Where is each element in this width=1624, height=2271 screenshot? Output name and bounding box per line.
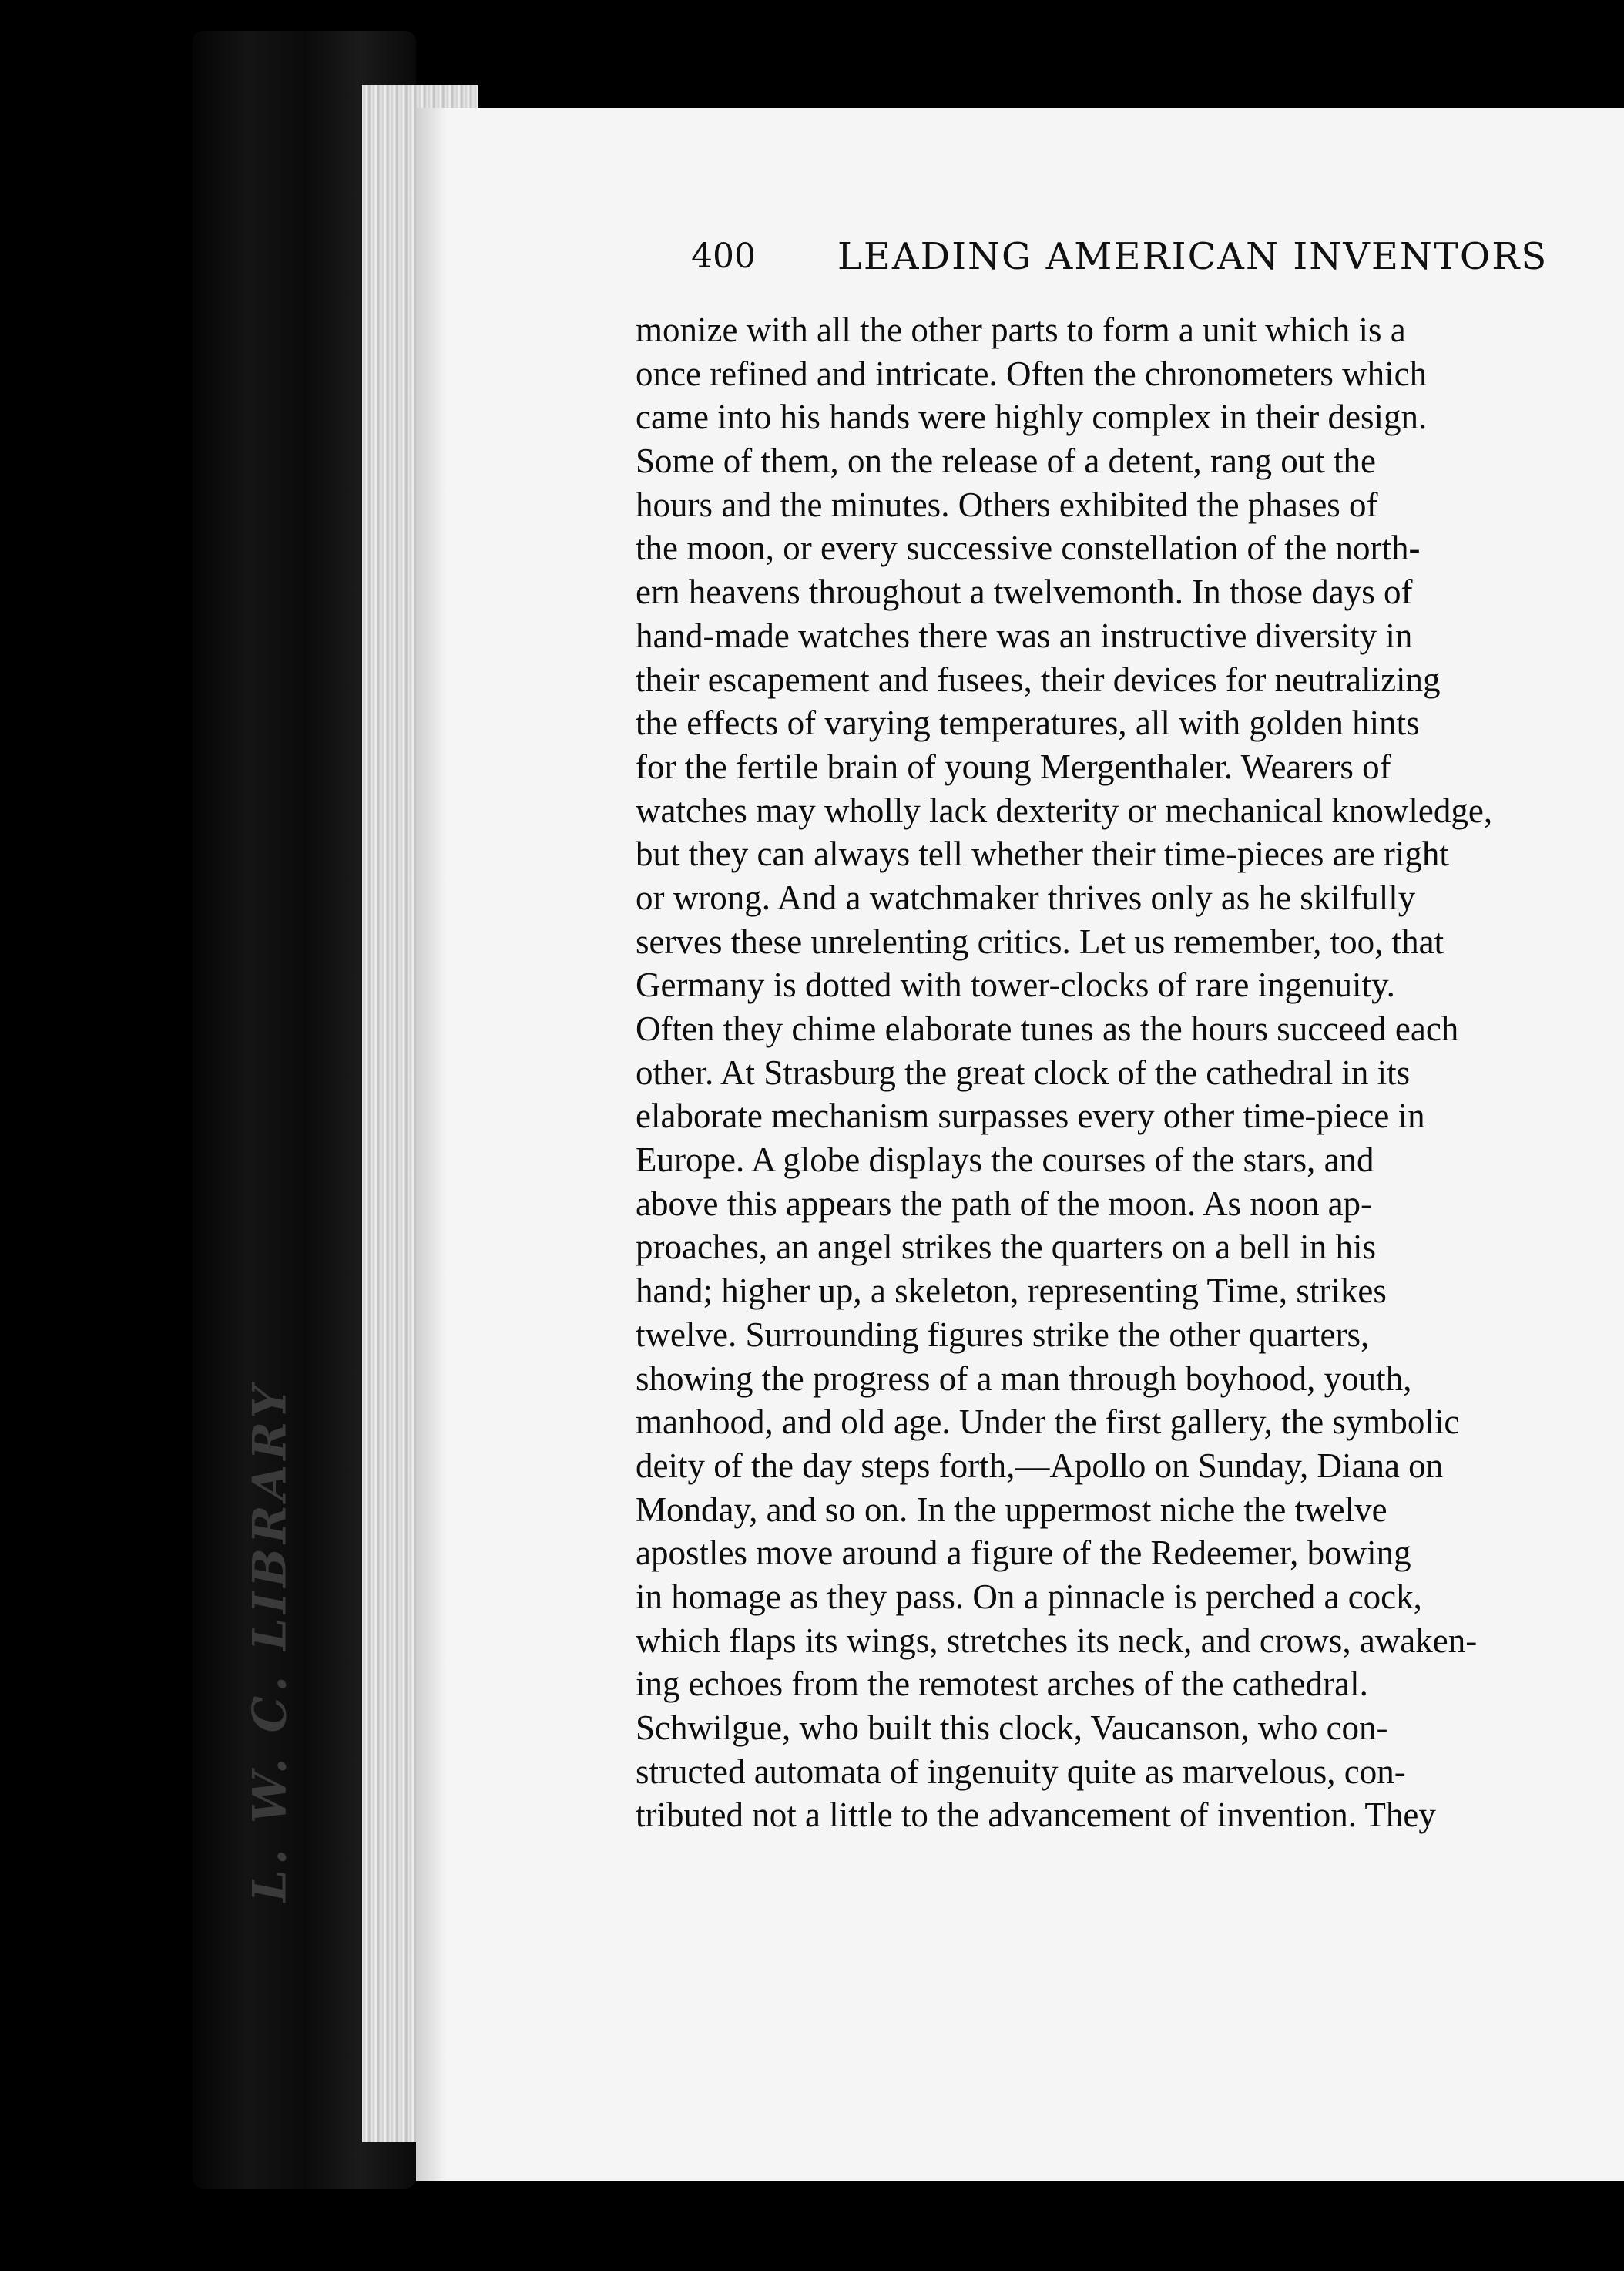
running-head: LEADING AMERICAN INVENTORS (837, 235, 1549, 278)
text-line: above this appears the path of the moon. As noon ap- (636, 1184, 1373, 1223)
text-line: for the fertile brain of young Mergenthaler. Wearers of (636, 747, 1391, 786)
text-line: showing the progress of a man through boyhood, youth, (636, 1359, 1412, 1398)
text-line: Monday, and so on. In the uppermost niche the twelve (636, 1490, 1387, 1529)
text-line: structed automata of ingenuity quite as marvelous, con- (636, 1752, 1406, 1791)
text-line: once refined and intricate. Often the chronometers which (636, 354, 1428, 393)
text-line: ern heavens throughout a twelvemonth. In those days of (636, 573, 1413, 612)
text-line: hand-made watches there was an instructive diversity in (636, 616, 1413, 655)
text-line: which flaps its wings, stretches its neck, and crows, awaken- (636, 1621, 1478, 1660)
text-line: the moon, or every successive constellation of the north- (636, 529, 1421, 568)
text-line: manhood, and old age. Under the first gallery, the symbolic (636, 1403, 1460, 1442)
text-line: Often they chime elaborate tunes as the hours succeed each (636, 1010, 1459, 1048)
text-line: Europe. A globe displays the courses of the stars, and (636, 1141, 1374, 1180)
text-line: came into his hands were highly complex in their design. (636, 398, 1428, 437)
text-line: other. At Strasburg the great clock of the cathedral in its (636, 1053, 1411, 1092)
page-header (691, 227, 1624, 297)
text-line: serves these unrelenting critics. Let us remember, too, that (636, 922, 1444, 961)
text-line: monize with all the other parts to form a unit which is a (636, 311, 1406, 349)
text-line: Some of them, on the release of a detent, rang out the (636, 442, 1376, 481)
text-line: apostles move around a figure of the Redeemer, bowing (636, 1534, 1411, 1573)
text-line: elaborate mechanism surpasses every other time-piece in (636, 1097, 1425, 1136)
text-line: Germany is dotted with tower-clocks of rare ingenuity. (636, 966, 1395, 1005)
text-line: but they can always tell whether their time-pieces are right (636, 835, 1449, 874)
text-line: in homage as they pass. On a pinnacle is perched a cock, (636, 1577, 1422, 1616)
text-line: tributed not a little to the advancement of invention. They (636, 1796, 1436, 1835)
page-number: 400 (691, 237, 756, 276)
body-text (636, 308, 1624, 1837)
text-line: or wrong. And a watchmaker thrives only as he skilfully (636, 878, 1416, 917)
text-line: ing echoes from the remotest arches of the cathedral. (636, 1665, 1368, 1704)
spine-text: L. W. C. LIBRARY (243, 1380, 297, 1903)
text-line: twelve. Surrounding figures strike the other quarters, (636, 1315, 1370, 1354)
text-line: hand; higher up, a skeleton, representing Time, strikes (636, 1272, 1387, 1311)
text-line: Schwilgue, who built this clock, Vaucanson, who con- (636, 1708, 1388, 1747)
text-line: the effects of varying temperatures, all with golden hints (636, 704, 1420, 743)
spine-lettering (231, 1380, 308, 1903)
text-line: their escapement and fusees, their devices for neutralizing (636, 660, 1441, 699)
text-line: proaches, an angel strikes the quarters on a bell in his (636, 1228, 1376, 1267)
text-line: deity of the day steps forth,—Apollo on Sunday, Diana on (636, 1446, 1444, 1485)
text-line: watches may wholly lack dexterity or mechanical knowledge, (636, 791, 1493, 830)
text-line: hours and the minutes. Others exhibited the phases of (636, 485, 1378, 524)
